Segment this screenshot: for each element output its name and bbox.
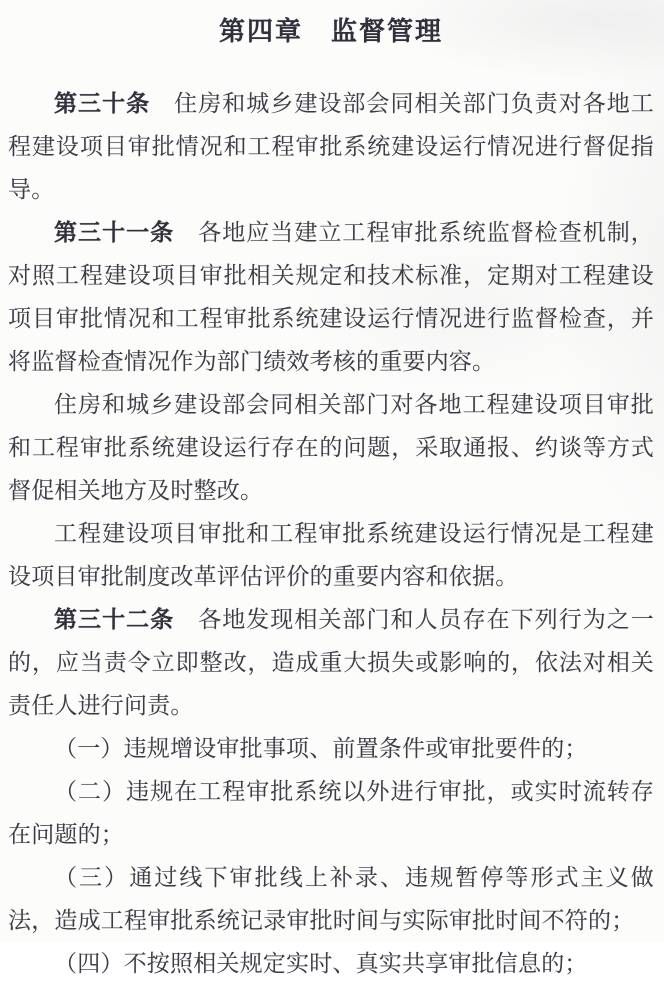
article-number: 第三十条 <box>54 91 151 116</box>
paragraph-text: （四）不按照相关规定实时、真实共享审批信息的； <box>54 951 588 976</box>
list-item-paragraph <box>8 856 654 942</box>
article-paragraph <box>8 211 654 383</box>
paragraph-text: 各地发现相关部门和人员存在下列行为之一的，应当责令立即整改，造成重大损失或影响的，依法对相关责任人进行问责。 <box>8 607 655 718</box>
article-number: 第三十二条 <box>54 607 175 632</box>
article-paragraph <box>8 598 654 727</box>
paragraph-text: （三）通过线下审批线上补录、违规暂停等形式主义做法，造成工程审批系统记录审批时间与实际审批时间不符的； <box>8 865 654 933</box>
paragraph-text: 住房和城乡建设部会同相关部门负责对各地工程建设项目审批情况和工程审批系统建设运行情况进行督促指导。 <box>8 91 654 202</box>
list-item-paragraph <box>8 770 654 856</box>
chapter-title: 第四章 监督管理 <box>218 17 443 46</box>
paragraph-text: 工程建设项目审批和工程审批系统建设运行情况是工程建设项目审批制度改革评估评价的重要内容和依据。 <box>8 521 654 589</box>
paragraph-text: （一）违规增设审批事项、前置条件或审批要件的； <box>54 736 588 761</box>
body-paragraph <box>8 512 654 598</box>
article-paragraph <box>8 82 654 211</box>
paragraph-text: 住房和城乡建设部会同相关部门对各地工程建设项目审批和工程审批系统建设运行存在的问题，采取通报、约谈等方式督促相关地方及时整改。 <box>8 392 654 503</box>
paragraph-text: 各地应当建立工程审批系统监督检查机制，对照工程建设项目审批相关规定和技术标准，定期对工程建设项目审批情况和工程审批系统建设运行情况进行监督检查，并将监督检查情况作为部门绩效考核的重要内容。 <box>8 220 655 374</box>
list-item-paragraph <box>8 727 654 770</box>
body-paragraph <box>8 383 654 512</box>
paragraph-text: （二）违规在工程审批系统以外进行审批，或实时流转存在问题的； <box>8 779 654 847</box>
list-item-paragraph <box>8 942 654 985</box>
article-number: 第三十一条 <box>54 220 175 245</box>
